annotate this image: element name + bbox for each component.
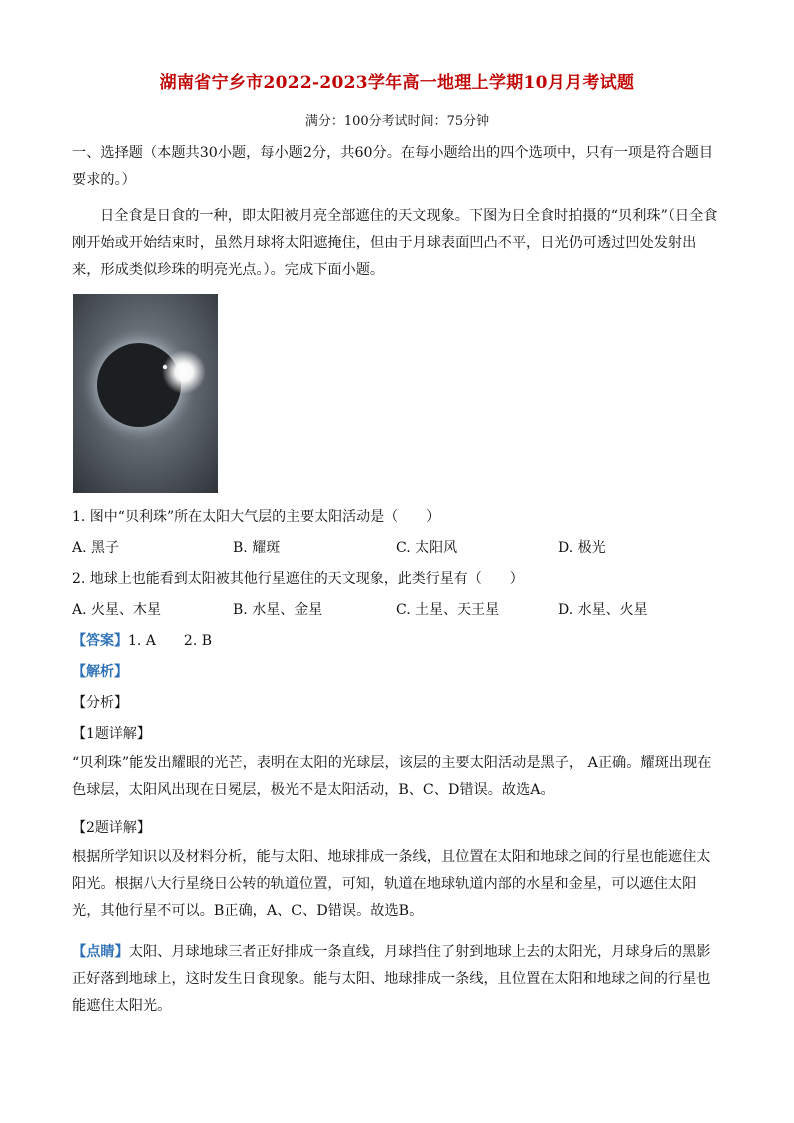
q2-option-a: A. 火星、木星	[72, 602, 162, 618]
tip-tag: 【点睛】	[72, 944, 129, 960]
section-intro: 一、选择题（本题共30小题，每小题2分，共60分。在每小题给出的四个选项中，只有一项是符合题目要求的。）	[72, 145, 714, 188]
q1-option-c: C. 太阳风	[396, 540, 458, 556]
answer-line	[72, 630, 212, 650]
q1-option-b: B. 耀斑	[233, 540, 281, 556]
q1-option-d: D. 极光	[558, 540, 606, 556]
question-1-stem: 1. 图中“贝利珠”所在太阳大气层的主要太阳活动是（ ）	[72, 509, 441, 525]
detail-1-text: “贝利珠”能发出耀眼的光芒，表明在太阳的光球层，该层的主要太阳活动是黑子， A正确。耀斑出现在色球层，太阳风出现在日冕层，极光不是太阳活动，B、C、D错误。故选A。	[72, 755, 712, 798]
q2-option-b: B. 水星、金星	[233, 602, 323, 618]
answer-tag: 【答案】	[72, 633, 128, 649]
material-text: 日全食是日食的一种，即太阳被月亮全部遮住的天文现象。下图为日全食时拍摄的“贝利珠”（日全食刚开始或开始结束时，虽然月球将太阳遮掩住，但由于月球表面凹凸不平，日光仍可透过凹处发射出来，形成类似珍珠的明亮光点。）。完成下面小题。	[72, 208, 718, 278]
question-2-stem: 2. 地球上也能看到太阳被其他行星遮住的天文现象，此类行星有（ ）	[72, 571, 524, 587]
exam-info: 满分：100分考试时间：75分钟	[304, 114, 490, 129]
q2-option-c: C. 土星、天王星	[396, 602, 500, 618]
eclipse-photo	[73, 294, 218, 493]
detail-2-text: 根据所学知识以及材料分析，能与太阳、地球排成一条线，且位置在太阳和地球之间的行星也能遮住太阳光。根据八大行星绕日公转的轨道位置，可知，轨道在地球轨道内部的水星和金星，可以遮住太阳光，其他行星不可以。B正确，A、C、D错误。故选B。	[72, 849, 711, 919]
answer-value: 1. A 2. B	[128, 633, 213, 649]
q2-option-d: D. 水星、火星	[558, 602, 648, 618]
tip-text: 太阳、月球地球三者正好排成一条直线，月球挡住了射到地球上去的太阳光，月球身后的黑影正好落到地球上，这时发生日食现象。能与太阳、地球排成一条线，且位置在太阳和地球之间的行星也能遮住太阳光。	[72, 944, 711, 1014]
page-title: 湖南省宁乡市2022-2023学年高一地理上学期10月月考试题	[159, 73, 635, 93]
analysis-sub-tag: 【分析】	[72, 695, 128, 711]
q1-option-a: A. 黑子	[72, 540, 120, 556]
tip-paragraph	[72, 939, 722, 1020]
detail-2-tag: 【2题详解】	[72, 820, 151, 836]
analysis-tag: 【解析】	[72, 664, 128, 680]
eclipse-image	[73, 294, 218, 493]
detail-1-tag: 【1题详解】	[72, 726, 151, 742]
